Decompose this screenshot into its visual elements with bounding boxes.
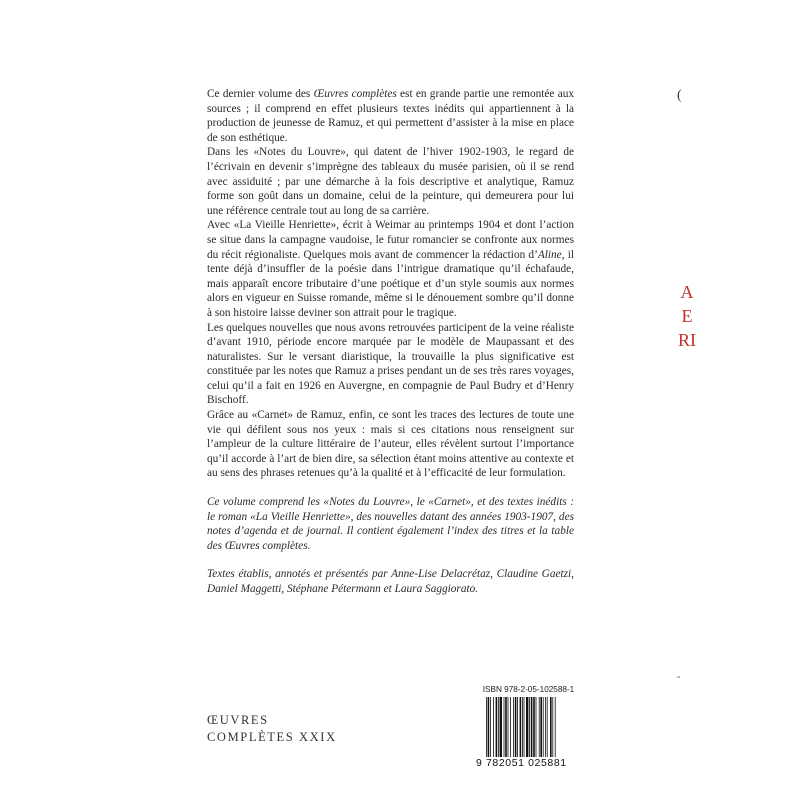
barcode-bar [536,697,537,757]
barcode-bar [504,697,505,757]
barcode-bar [526,697,528,757]
barcode-bar [505,697,507,757]
paragraph-carnet: Grâce au «Carnet» de Ramuz, enfin, ce sont les traces des lectures de toute une vie qui défilent sous nos yeux : mais si ces citations nous renseignent sur l’ampleur de la culture littéraire de l’auteur, elles révèlent surtout l’importance qu’il accorde à l’art de bien dire, sa sélection étant moins attentive au contexte et au sens des phrases retenues qu’à la qualité et à l’efficacité de leur formulation. [207,409,574,480]
barcode-bar [524,697,525,757]
barcode-bar [550,697,552,757]
paragraph-nouvelles: Les quelques nouvelles que nous avons retrouvées participent de la veine réaliste d’avant 1910, période encore marquée par le modèle de Maupassant et des naturalistes. Sur le versant diaristique, la trouvaille la plus significative est constituée par les notes que Ramuz a prises pendant un de ses très rares voyages, celui qu’il a fait en 1926 en Auvergne, en compagnie de Paul Budry et d’Henry Bischoff. [207,321,574,407]
barcode-bar [496,697,498,757]
spine-letter-ri: RI [678,330,696,350]
barcode-bar [555,697,556,757]
spine-parenthesis: ( [677,88,682,103]
barcode-bar [547,697,548,757]
barcode-bar [543,697,544,757]
barcode-bar [539,697,540,757]
barcode-bar [493,697,494,757]
barcode-bars [486,697,582,757]
series-line-completes: COMPLÈTES XXIX [207,730,337,744]
barcode-bar [552,697,553,757]
barcode-bar [522,697,523,757]
barcode-bar [510,697,511,757]
paragraph-vieille-henriette: Avec «La Vieille Henriette», écrit à Weimar au printemps 1904 et dont l’action se situe dans la campagne vaudoise, le futur romancier se confronte aux normes du récit régionaliste. Quelques mois avant de commencer la rédaction d’Aline, il tente déjà d’insuffler de la poésie dans l’intrigue dramatique qu’il échafaude, mais apparaît encore tributaire d’une poétique et d’un style soumis aux normes alors en vigueur en Suisse romande, même si le dénouement sombre qu’il donne à son histoire laisse deviner son attrait pour le tragique. [207,219,574,319]
barcode-bar [517,697,518,757]
barcode-bar [500,697,502,757]
isbn-barcode [476,685,581,771]
barcode-bar [490,697,491,757]
editors-note: Textes établis, annotés et présentés par Anne-Lise Delacrétaz, Claudine Gaetzi, Daniel Maggetti, Stéphane Pétermann et Laura Saggiorato. [207,568,574,595]
spine-letters [672,280,702,352]
isbn-digits: 9 782051 025881 [476,757,567,769]
barcode-bar [531,697,533,757]
isbn-label: ISBN 978-2-05-102588-1 [482,685,575,694]
barcode-bar [533,697,535,757]
barcode-bar [486,697,487,757]
back-cover-text [207,87,574,597]
barcode-bar [540,697,542,757]
barcode-bar [508,697,509,757]
barcode-bar [513,697,514,757]
series-line-oeuvres: ŒUVRES [207,713,269,727]
barcode-bar [498,697,499,757]
spine-mark: ˝ [677,676,681,687]
paragraph-intro: Ce dernier volume des Œuvres complètes est en grande partie une remontée aux sources ; il comprend en effet plusieurs textes inédits qui appartiennent à la production de jeunesse de Ramuz, et qui permettent d’assister à la mise en place de son esthétique. [207,88,575,144]
barcode-bar [545,697,546,757]
paragraph-notes-louvre: Dans les «Notes du Louvre», qui datent de l’hiver 1902-1903, le regard de l’écrivain en devenir s’imprègne des tableaux du musée parisien, où il se rend avec assiduité ; par une démarche à la fois descriptive et analytique, Ramuz forme son goût dans un domaine, celui de la peinture, qui demeurera pour lui une référence centrale tout au long de sa carrière. [207,146,574,217]
barcode-bar [529,697,530,757]
barcode-bar [488,697,490,757]
contents-note: Ce volume comprend les «Notes du Louvre», le «Carnet», et des textes inédits : le roman «La Vieille Henriette», des nouvelles datant des années 1903-1907, des notes d’agenda et de journal. Il contient également l’index des titres et la table des Œuvres complètes. [207,496,574,552]
barcode-bar [515,697,517,757]
spine-letter-a: A [680,282,694,302]
series-title [207,712,337,746]
spine-letter-e: E [681,306,693,326]
barcode-bar [520,697,522,757]
